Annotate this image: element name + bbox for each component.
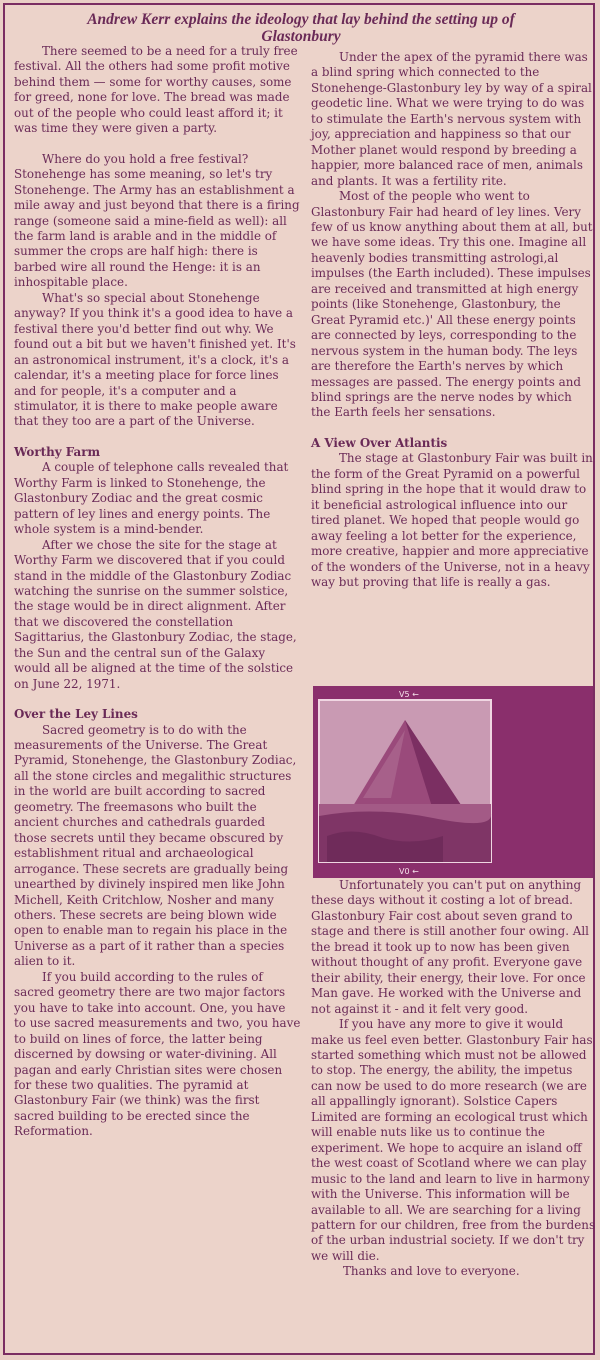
heading-a-view-over-atlantis: A View Over Atlantis (311, 435, 448, 450)
heading-over-the-ley-lines: Over the Ley Lines (14, 707, 138, 722)
right-column-continued (311, 878, 597, 1280)
right-paragraph-3: The stage at Glastonbury Fair was built in the form of the Great Pyramid on a powerful blind spring in the hope that it would draw to it beneficial astrological influence into our tired planet. We hoped that people would go away feeling a lot better for the experience, more creative, happier and more appreciative of the wonders of the Universe, not in a heavy way but proving that life is really a gas. (311, 451, 593, 589)
left-paragraph-5: After we chose the site for the stage at Worthy Farm we discovered that if you could stand in the middle of the Glastonbury Zodiac watching the sunrise on the summer solstice, the stage would be in direct alignment. After that we discovered the constellation Sagittarius, the Glastonbury Zodiac, the stage, the Sun and the central sun of the Galaxy would all be aligned at the time of the solstice on June 22, 1971. (14, 537, 297, 691)
right-paragraph-4: Unfortunately you can't put on anything these days without it costing a lot of bread. Glastonbury Fair cost about seven grand to stage and there is still another four owing. All the bread it took up to now has been given without thought of any profit. Everyone gave their ability, their energy, their love. For once Man gave. He worked with the Universe and not against it - and it felt very good. (311, 878, 589, 1016)
pyramid-stage-photo (313, 686, 593, 878)
left-column (14, 44, 301, 1140)
article-title (5, 11, 597, 45)
photo-bottom-mark: V0 ← (399, 867, 419, 876)
left-paragraph-7: If you build according to the rules of sacred geometry there are two major factors you have to take into account. One, you have to use sacred measurements and two, you have to build on lines of force, the latter being discerned by dowsing or water-divining. All pagan and early Christian sites were chosen for these two qualities. The pyramid at Glastonbury Fair (we think) was the first sacred building to be erected since the Reformation. (14, 969, 301, 1139)
left-paragraph-2: Where do you hold a free festival? Stonehenge has some meaning, so let's try Stonehenge. The Army has an establishment a mile away and just beyond that there is a firing range (someone said a mine-field as well): all the farm land is arable and in the middle of summer the crops are half high: there is barbed wire all round the Henge: it is an inhospitable place. (14, 151, 300, 290)
pyramid-photo-svg (313, 686, 593, 878)
right-paragraph-5: If you have any more to give it would make us feel even better. Glastonbury Fair has started something which must not be allowed to stop. The energy, the ability, the impetus can now be used to do more research (we are all appallingly ignorant). Solstice Capers Limited are forming an ecological trust which will enable nuts like us to continue the experiment. We hope to acquire an island off the west coast of Scotland where we can play music to the land and learn to live in harmony with the Universe. This information will be available to all. We are searching for a living pattern for our children, free from the burdens of the urban industrial society. If we don't try we will die. (311, 1017, 596, 1263)
right-column (311, 50, 595, 590)
title-line-2: Glastonbury (261, 28, 341, 45)
left-paragraph-3: What's so special about Stonehenge anyway? If you think it's a good idea to have a festival there you'd better find out why. We found out a bit but we haven't finished yet. It's an astronomical instrument, it's a clock, it's a calendar, it's a meeting place for force lines and for people, it's a computer and a stimulator, it is there to make people aware that they too are a part of the Universe. (14, 290, 296, 429)
left-paragraph-1: There seemed to be a need for a truly free festival. All the others had some profit motive behind them — some for worthy causes, some for greed, none for love. The bread was made out of the people who could least afford it; it was time they were given a party. (14, 44, 298, 136)
left-paragraph-6: Sacred geometry is to do with the measurements of the Universe. The Great Pyramid, Stonehenge, the Glastonbury Zodiac, all the stone circles and megalithic structures in the world are built according to sacred geometry. The freemasons who built the ancient churches and cathedrals guarded those secrets until they became obscured by establishment ritual and archaeological arrogance. These secrets are gradually being unearthed by divinely inspired men like John Michell, Keith Critchlow, Nosher and many others. These secrets are being blown wide open to enable man to regain his place in the Universe as a part of it rather than a species alien to it. (14, 722, 297, 969)
right-paragraph-2: Most of the people who went to Glastonbury Fair had heard of ley lines. Very few of us know anything about them at all, but we have some ideas. Try this one. Imagine all heavenly bodies transmitting astrologi,al impulses (the Earth included). These impulses are received and transmitted at high energy points (like Stonehenge, Glastonbury, the Great Pyramid etc.)' All these energy points are connected by leys, corresponding to the nervous system in the human body. The leys are therefore the Earth's nerves by which messages are passed. The energy points and blind springs are the nerve nodes by which the Earth feels her sensations. (311, 189, 593, 420)
right-paragraph-6: Thanks and love to everyone. (343, 1264, 520, 1279)
right-paragraph-1: Under the apex of the pyramid there was a blind spring which connected to the Stonehenge-Glastonbury ley by way of a spiral geodetic line. What we were trying to do was to stimulate the Earth's nervous system with joy, appreciation and happiness so that our Mother planet would respond by breeding a happier, more balanced race of men, animals and plants. It was a fertility rite. (311, 50, 592, 188)
left-paragraph-4: A couple of telephone calls revealed that Worthy Farm is linked to Stonehenge, the Glastonbury Zodiac and the great cosmic pattern of ley lines and energy points. The whole system is a mind-bender. (14, 460, 289, 537)
title-line-1: Andrew Kerr explains the ideology that lay behind the setting up of (87, 11, 515, 28)
heading-worthy-farm: Worthy Farm (14, 444, 101, 459)
photo-top-mark: V5 ← (399, 690, 419, 699)
